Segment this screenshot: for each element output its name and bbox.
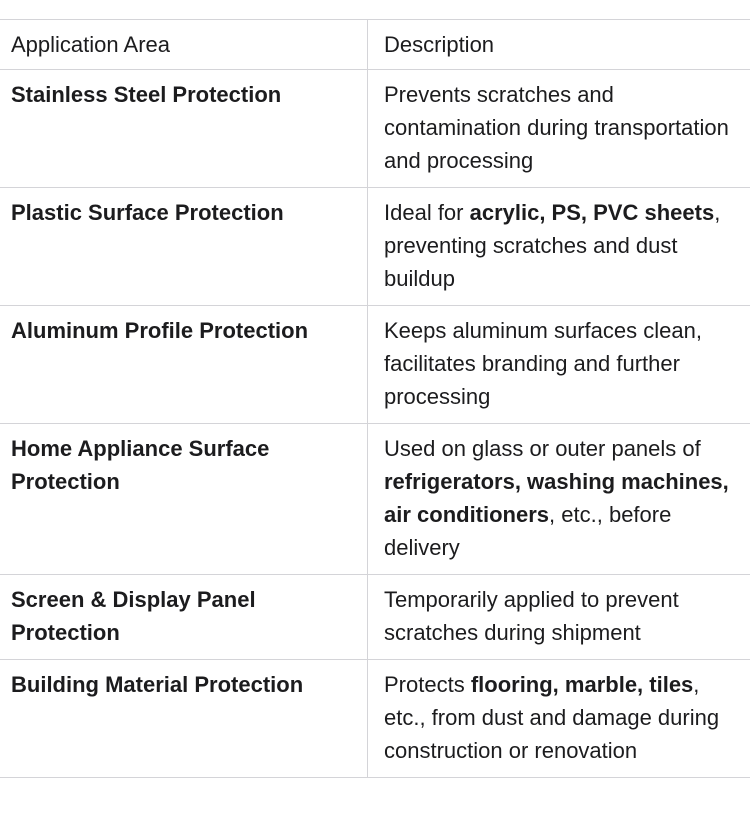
application-area-cell (0, 660, 368, 778)
table-body (0, 70, 750, 778)
description-highlight: acrylic, PS, PVC sheets (469, 200, 715, 225)
table-row (0, 188, 750, 306)
application-area-label: Screen & Display Panel Protection (11, 587, 256, 645)
table-row (0, 306, 750, 424)
description-text: , etc., from dust and damage during construction or renovation (384, 672, 720, 763)
description-cell (368, 70, 750, 188)
description-cell (368, 575, 750, 660)
description-cell (368, 188, 750, 306)
table-row (0, 575, 750, 660)
application-area-label: Stainless Steel Protection (11, 82, 282, 107)
description-text: Ideal for (384, 200, 470, 225)
table-header-row (0, 20, 750, 70)
description-highlight: refrigerators, washing machines, air conditioners (384, 469, 729, 527)
application-area-cell (0, 575, 368, 660)
description-text: Used on glass or outer panels of (384, 436, 701, 461)
description-text: Temporarily applied to prevent scratches during shipment (384, 587, 679, 645)
description-text: Prevents scratches and contamination during transportation and processing (384, 82, 729, 173)
header-description: Description (368, 20, 750, 70)
table-row (0, 424, 750, 575)
application-table (0, 19, 750, 778)
application-area-label: Building Material Protection (11, 672, 304, 697)
application-area-label: Plastic Surface Protection (11, 200, 284, 225)
application-area-cell (0, 70, 368, 188)
description-cell (368, 424, 750, 575)
table-row (0, 70, 750, 188)
description-text: , preventing scratches and dust buildup (384, 200, 721, 291)
application-area-cell (0, 188, 368, 306)
description-highlight: flooring, marble, tiles (470, 672, 694, 697)
description-cell (368, 660, 750, 778)
description-text: , etc., before delivery (384, 502, 672, 560)
table-row (0, 660, 750, 778)
application-area-cell (0, 424, 368, 575)
header-application-area: Application Area (0, 20, 368, 70)
description-cell (368, 306, 750, 424)
application-area-label: Home Appliance Surface Protection (11, 436, 270, 494)
application-area-label: Aluminum Profile Protection (11, 318, 309, 343)
description-text: Keeps aluminum surfaces clean, facilitates branding and further processing (384, 318, 702, 409)
application-area-cell (0, 306, 368, 424)
description-text: Protects (384, 672, 471, 697)
